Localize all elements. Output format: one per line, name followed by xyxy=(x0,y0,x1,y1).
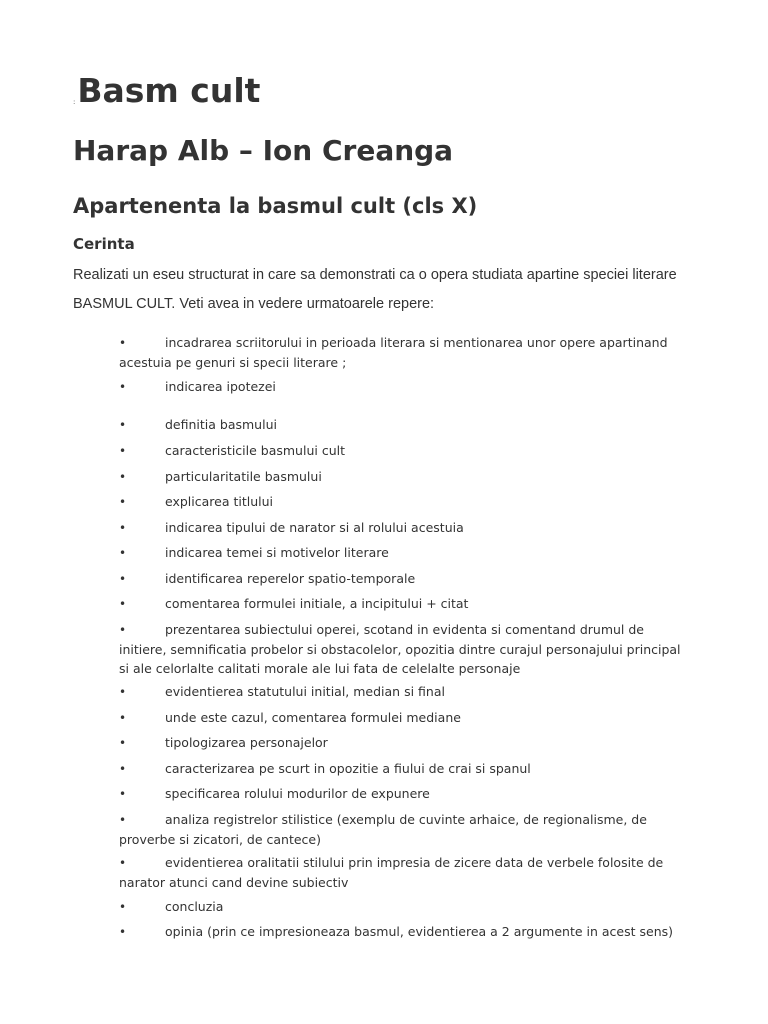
bullet-icon: • xyxy=(119,856,127,870)
list-item-text: explicarea titlului xyxy=(165,494,274,509)
list-item xyxy=(119,594,694,614)
list-item-text: tipologizarea personajelor xyxy=(165,735,328,750)
document-subtitle: Harap Alb – Ion Creanga xyxy=(73,134,454,167)
bullet-icon: • xyxy=(119,787,127,801)
list-item xyxy=(119,810,694,849)
list-item xyxy=(119,922,694,942)
list-item-text: specificarea rolului modurilor de expunere xyxy=(165,786,430,801)
list-item-text: evidentierea oralitatii stilului prin impresia de zicere data de verbele folosite de narator atunci cand devine subiectiv xyxy=(119,855,664,890)
list-item-text: caracteristicile basmului cult xyxy=(165,443,345,458)
title-marker: : xyxy=(73,98,76,106)
list-item xyxy=(119,784,694,804)
bullet-icon: • xyxy=(119,336,127,350)
bullet-icon: • xyxy=(119,685,127,699)
title-block xyxy=(73,70,260,112)
bullet-icon: • xyxy=(119,711,127,725)
list-item-text: definitia basmului xyxy=(165,417,277,432)
bullet-icon: • xyxy=(119,925,127,939)
list-item xyxy=(119,441,694,461)
list-item xyxy=(119,415,694,435)
bullet-icon: • xyxy=(119,597,127,611)
list-item-text: evidentierea statutului initial, median si final xyxy=(165,684,445,699)
list-item-text: indicarea tipului de narator si al rolului acestuia xyxy=(165,520,464,535)
list-item-text: concluzia xyxy=(165,899,224,914)
list-item-text: indicarea temei si motivelor literare xyxy=(165,545,389,560)
bullet-icon: • xyxy=(119,900,127,914)
bullet-icon: • xyxy=(119,418,127,432)
list-item xyxy=(119,759,694,779)
document-title: Basm cult xyxy=(77,71,261,110)
bullet-icon: • xyxy=(119,380,127,394)
list-item-text: particularitatile basmului xyxy=(165,469,322,484)
list-item-text: incadrarea scriitorului in perioada literara si mentionarea unor opere apartinand acestuia pe genuri si specii literare ; xyxy=(119,335,668,370)
bullet-icon: • xyxy=(119,813,127,827)
bullet-icon: • xyxy=(119,495,127,509)
list-item-text: comentarea formulei initiale, a incipitului + citat xyxy=(165,596,469,611)
list-item xyxy=(119,682,694,702)
list-item xyxy=(119,492,694,512)
list-item-text: indicarea ipotezei xyxy=(165,379,276,394)
list-item-text: prezentarea subiectului operei, scotand in evidenta si comentand drumul de initiere, semnificatia probelor si obstacolelor, opozitia dintre curajul personajului principal si ale celorlalte calitati morale ale lui fata de celelalte personaje xyxy=(119,622,681,676)
list-item-text: identificarea reperelor spatio-temporale xyxy=(165,571,416,586)
list-item-text: unde este cazul, comentarea formulei mediane xyxy=(165,710,461,725)
list-item-text: caracterizarea pe scurt in opozitie a fiului de crai si spanul xyxy=(165,761,531,776)
list-item xyxy=(119,377,694,397)
bullet-icon: • xyxy=(119,762,127,776)
list-item xyxy=(119,543,694,563)
list-item-text: analiza registrelor stilistice (exemplu de cuvinte arhaice, de regionalisme, de proverbe si zicatori, de cantece) xyxy=(119,812,647,847)
list-item-text: opinia (prin ce impresioneaza basmul, evidentierea a 2 argumente in acest sens) xyxy=(165,924,674,939)
list-item xyxy=(119,467,694,487)
bullet-icon: • xyxy=(119,572,127,586)
list-item xyxy=(119,897,694,917)
bullet-icon: • xyxy=(119,521,127,535)
intro-paragraph: Realizati un eseu structurat in care sa demonstrati ca o opera studiata apartine speciei literare BASMUL CULT. Veti avea in vedere urmatoarele repere: xyxy=(73,267,677,312)
bullet-icon: • xyxy=(119,623,127,637)
list-item xyxy=(119,853,694,892)
subsection-title: Cerinta xyxy=(73,235,135,253)
bullet-icon: • xyxy=(119,444,127,458)
section-title: Apartenenta la basmul cult (cls X) xyxy=(73,194,478,218)
list-item xyxy=(119,569,694,589)
bullet-icon: • xyxy=(119,470,127,484)
list-item xyxy=(119,620,694,678)
bullet-icon: • xyxy=(119,736,127,750)
list-item xyxy=(119,518,694,538)
list-item xyxy=(119,733,694,753)
bullet-icon: • xyxy=(119,546,127,560)
list-item xyxy=(119,708,694,728)
list-item xyxy=(119,333,694,372)
